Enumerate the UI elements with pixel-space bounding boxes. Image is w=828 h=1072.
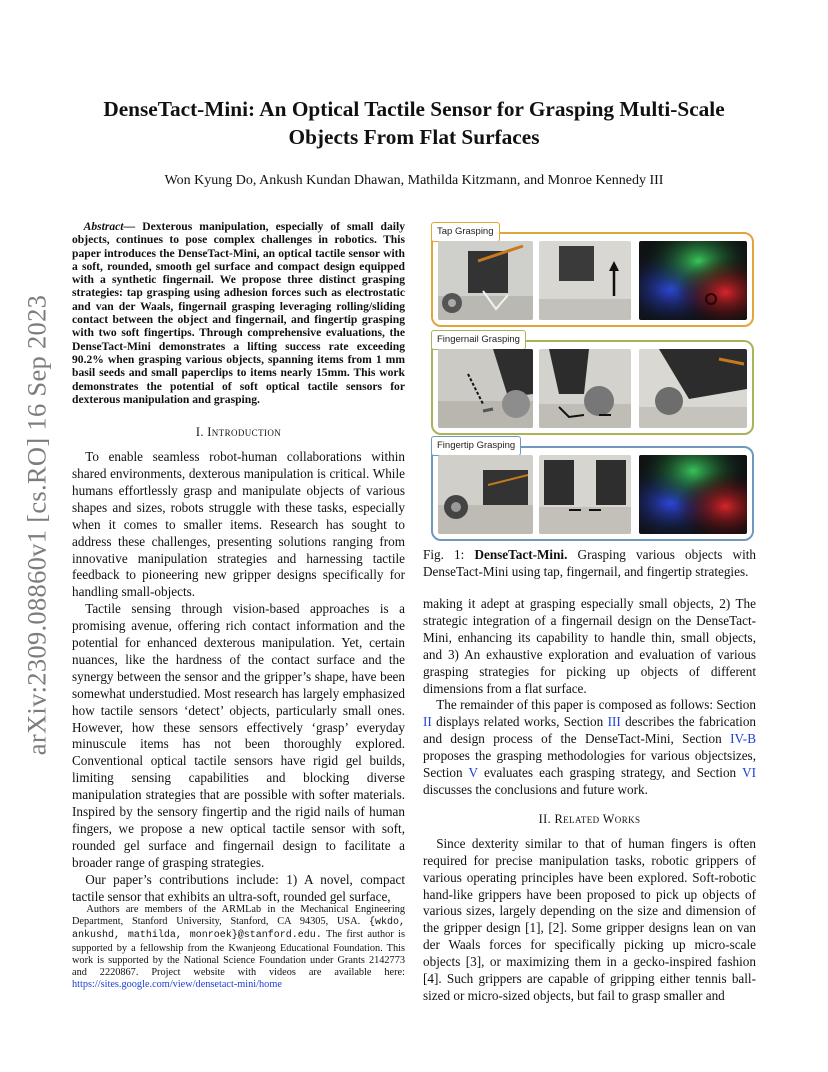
section-heading-related-works: II. Related Works <box>538 811 641 826</box>
photo-tap-lift <box>539 241 631 320</box>
arxiv-identifier: arXiv:2309.08860v1 [cs.RO] 16 Sep 2023 <box>21 294 52 756</box>
related-works-paragraph: Since dexterity similar to that of human fingers is often required for precise manipulation tasks, robotic grippers of various operating principles have been explored. Soft-robotic hand-like grippers have been proposed to pick up objects of various sizes, largely depending on the size and dimension of the gripper design [1], [2]. Some gripper designs lean on van der Waals forces for specifically picking up micro-scale objects [3], or maximizing them in a gecko-inspired fashion [4]. Such grippers are capable of gripping either tennis ball-sized or micro-sized objects, but fail to grasp smaller and <box>423 835 756 1003</box>
section-heading-introduction: I. Introduction <box>195 425 282 440</box>
intro-paragraph-3: Our paper’s contributions include: 1) A novel, compact tactile sensor that exhibits an ultra-soft, rounded gel surface, <box>72 871 405 904</box>
figure-caption: Fig. 1: DenseTact-Mini. Grasping various objects with DenseTact-Mini using tap, fingernail, and fingertip strategies. <box>423 547 756 579</box>
author-footnote: Authors are members of the ARMLab in the Mechanical Engineering Department, Stanford University, Stanford, CA 94305, USA. {wkdo, ankushd, mathilda, monroek}@stanford.edu. The first author is supported by a fellowship from the Kwanjeong Educational Foundation. This work is supported by the National Science Foundation under Grants 2142773 and 2220867. Project website with videos are available here: https://sites.google.com/view/densetact-mini/home <box>72 904 405 991</box>
photo-tap-sensor <box>438 241 533 320</box>
photo-fingertip-approach <box>438 455 533 534</box>
intro-paragraph-2: Tactile sensing through vision-based approaches is a promising avenue, offering rich contact information and the potential for enhanced dexterous manipulation. Yet, certain nuances, like the hardness of the contact surface and the synergy between the sensor and the gripper’s shape, have been somewhat understudied. Most research has largely emphasized how tactile sensors ‘detect’ objects, particularly small ones. However, how these sensors effectively ‘grasp’ everyday minuscule items has not been thoroughly explored. Conventional optical tactile sensors have rigid gel builds, limiting sensing capabilities and blocking diverse manipulation strategies that are possible with softer materials. Inspired by the sensory fingertip and the rigid nails of human fingers, we propose a new optical tactile sensor with soft, rounded gel surface and fingernail design to facilitate a broader range of grasping strategies. <box>72 601 405 870</box>
section-ref-iii[interactable]: III <box>607 714 621 730</box>
author-list: Won Kyung Do, Ankush Kundan Dhawan, Mathilda Kitzmann, and Monroe Kennedy III <box>164 173 664 188</box>
photo-tap-tactile-image <box>639 241 747 320</box>
paper-title: DenseTact-Mini: An Optical Tactile Sensor for Grasping Multi-Scale Objects From Flat Surfaces <box>103 97 725 149</box>
panel-label: Fingertip Grasping <box>431 436 521 456</box>
abstract <box>72 220 405 406</box>
abstract-text: — Dexterous manipulation, especially of small daily objects, continues to pose complex challenges in robotics. This paper introduces the DenseTact-Mini, an optical tactile sensor with a soft, rounded, smooth gel surface and compact design equipped with a synthetic fingernail. We propose three distinct grasping strategies: tap grasping using adhesion forces such as electrostatic and van der Waals, fingernail grasping leveraging rolling/sliding contact between the object and fingernail, and fingertip grasping with two soft fingertips. Through comprehensive evaluations, the DenseTact-Mini demonstrates a lifting success rate exceeding 90.2% when grasping various objects, spanning items from 1 mm basil seeds and small paperclips to items nearly 15mm. This work demonstrates the potential of soft optical tactile sensors for dexterous manipulation and grasping. <box>72 220 405 406</box>
left-column <box>72 220 405 906</box>
author-emails: {wkdo, ankushd, mathilda, monroek}@stanford.edu. <box>72 917 405 942</box>
panel-tap-grasping <box>431 226 754 327</box>
section-ref-v[interactable]: V <box>468 765 478 781</box>
intro-paragraph-1: To enable seamless robot-human collaborations within shared environments, dexterous manipulation is critical. While humans effortlessly grasp and manipulate objects of various shapes and sizes, robots struggle with these tasks, especially when it comes to smaller items. Research has sought to address these challenges, presenting solutions ranging from innovative manipulation strategies and harnessing tactile feedback to pioneering new gripper designs specifically for handling small-objects. <box>72 449 405 600</box>
panel-label: Tap Grasping <box>431 222 500 242</box>
panel-label: Fingernail Grasping <box>431 330 526 350</box>
abstract-label: Abstract <box>83 220 124 233</box>
contributions-continued: making it adept at grasping especially small objects, 2) The strategic integration of a fingernail design on the DenseTact-Mini, enhancing its capability to handle thin, small objects, and 3) An exhaustive exploration and evaluation of various grasping strategies for picking up objects of different dimensions from a flat surface. <box>423 596 756 696</box>
photo-fingernail-roll <box>539 349 631 428</box>
section-ref-ii[interactable]: II <box>423 714 432 730</box>
panel-fingernail-grasping <box>431 334 754 435</box>
right-column <box>423 596 756 1005</box>
panel-fingertip-grasping <box>431 440 754 541</box>
project-website-link[interactable]: https://sites.google.com/view/densetact-mini/home <box>72 979 282 991</box>
figure-1 <box>423 220 756 540</box>
photo-fingernail-approach <box>438 349 533 428</box>
section-ref-iv-b[interactable]: IV-B <box>730 731 756 747</box>
photo-fingernail-side <box>639 349 747 428</box>
paper-outline: The remainder of this paper is composed as follows: Section II displays related works, Section III describes the fabrication and design process of the DenseTact-Mini, Section IV-B proposes the grasping methodologies for various objectsizes, Section V evaluates each grasping strategy, and Section VI discusses the conclusions and future work. <box>423 697 757 797</box>
photo-fingertip-tactile-image <box>639 455 747 534</box>
photo-fingertip-pinch <box>539 455 631 534</box>
section-ref-vi[interactable]: VI <box>742 765 756 781</box>
